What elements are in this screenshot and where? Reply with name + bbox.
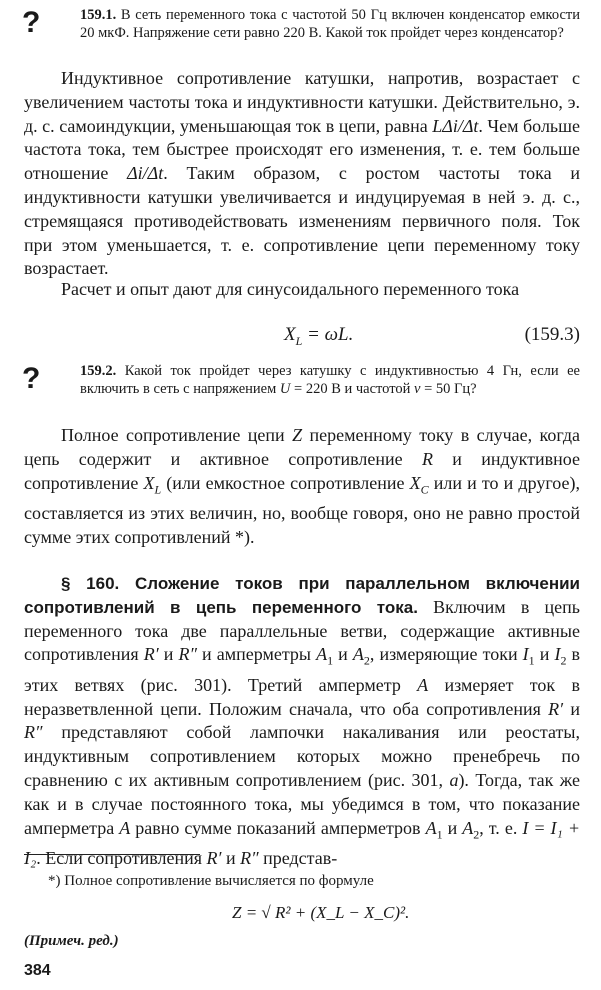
paragraph-text: и — [534, 644, 555, 665]
paragraph-calculation — [24, 278, 580, 302]
paragraph-text: . Таким образом, с ростом частоты тока и индуктивности катушки увеличивается и индуцируемая в ней э. д. с., стремящаяся противодействовать изменениям первичного поля. Ток при этом уменьшается, т. е. сопротивление цепи переменному току возрастает. — [24, 163, 580, 279]
symbol: A — [119, 817, 131, 838]
footnote-formula: Z = √ R² + (X_L − X_C)². — [232, 903, 410, 922]
figure-ref: а — [449, 769, 459, 790]
paragraph-text: в этих ветвях (рис. 301). Третий амперметр — [24, 644, 581, 695]
symbol-subscript: 2 — [560, 653, 567, 668]
symbol: A — [352, 644, 364, 665]
question-159-2 — [80, 362, 580, 398]
symbol: Z — [292, 425, 303, 445]
paragraph-text: равно сумме показаний амперметров — [130, 817, 426, 838]
paragraph-text: и — [221, 847, 241, 868]
paragraph-text: измеряет ток в неразветвленной цепи. Положим сначала, что оба сопротивления — [24, 674, 580, 719]
symbol: ν — [414, 381, 421, 397]
symbol: A — [462, 817, 474, 838]
section-heading: § 160. Сложение токов при параллельном включении сопротивлений в цепь переменного тока. — [24, 574, 580, 617]
symbol-subscript: 2 — [363, 653, 370, 668]
symbol: X — [409, 472, 421, 493]
question-mark-icon: ? — [22, 6, 41, 39]
page-number: 384 — [24, 962, 51, 979]
question-text: = 50 Гц? — [420, 381, 477, 397]
equation-formula — [284, 320, 353, 356]
paragraph-text: Включим в цепь переменного тока две параллельные ветви, содержащие активные сопротивления — [24, 596, 580, 665]
symbol: R′ — [143, 644, 159, 665]
symbol: R′ — [206, 847, 222, 868]
formula-inline: Δi/Δt — [127, 163, 164, 184]
question-text: Какой ток пройдет через катушку с индуктивностью 4 Гн, если ее включить в сеть с напряжением — [80, 363, 580, 397]
paragraph-text: представ- — [258, 847, 338, 868]
question-text: = 220 В и частотой — [290, 381, 415, 397]
question-number: 159.1. — [80, 7, 117, 23]
symbol: A — [417, 674, 429, 695]
symbol-subscript: 1 — [528, 653, 535, 668]
equation-lhs: X — [284, 324, 296, 345]
question-text: В сеть переменного тока с частотой 50 Гц включен конденсатор емкости 20 мкФ. Напряжение сети равно 220 В. Какой ток пройдет через конденсатор? — [80, 7, 580, 41]
paragraph-text: . Чем больше частота тока, тем быстрее происходят его изменения, т. е. тем больше отношение — [24, 115, 580, 184]
paragraph-text: представляют собой лампочки накаливания или реостаты, индуктивным сопротивлением которых можно пренебречь по сравнению с их активным сопротивлением (рис. 301, — [24, 722, 580, 790]
symbol: A — [425, 817, 437, 838]
equation-rhs: = ωL. — [302, 324, 354, 345]
symbol: R — [421, 448, 433, 469]
paragraph-text: переменному току в случае, когда цепь содержит и активное сопротивление — [24, 425, 580, 469]
symbol: I — [522, 644, 529, 665]
footnote-divider — [24, 854, 200, 855]
paragraph-text: , т. е. — [479, 817, 523, 838]
symbol: U — [279, 381, 291, 397]
paragraph-text: и — [442, 817, 463, 838]
editor-note: (Примеч. ред.) — [24, 933, 119, 949]
paragraph-text: , измеряющие токи — [369, 644, 523, 665]
symbol-subscript: C — [420, 482, 429, 497]
symbol-subscript: 1 — [327, 653, 334, 668]
paragraph-text: . Если сопротивления — [36, 847, 207, 868]
equation-number: (159.3) — [524, 324, 580, 345]
symbol: A — [316, 644, 328, 665]
symbol: R″ — [178, 644, 197, 665]
paragraph-inductive-resistance — [24, 67, 580, 281]
symbol: R′ — [548, 698, 564, 719]
paragraph-text: Полное сопротивление цепи — [61, 425, 293, 445]
symbol: X — [143, 472, 155, 493]
symbol-subscript: 1 — [436, 827, 443, 842]
paragraph-total-resistance — [24, 424, 580, 550]
formula-inline: I = I₁ + I₂ — [24, 817, 580, 868]
question-mark-icon: ? — [22, 362, 41, 395]
paragraph-text: Расчет и опыт дают для синусоидального переменного тока — [61, 279, 520, 299]
section-160 — [24, 572, 580, 871]
paragraph-text: (или емкостное сопротивление — [161, 472, 410, 493]
question-number: 159.2. — [80, 363, 117, 379]
paragraph-text: ). Тогда, так же как и в случае постоянного тока, мы убедимся в том, что показание амперметра — [24, 769, 581, 838]
paragraph-text: и — [563, 698, 580, 719]
equation-159-3 — [24, 320, 580, 350]
paragraph-text: или и то и другое), составляется из этих величин, но, вообще говоря, оно не равно простой сумме этих сопротивлений *). — [24, 472, 580, 547]
paragraph-text: и — [158, 644, 179, 665]
symbol-subscript: L — [154, 482, 162, 497]
formula-inline: LΔi/Δt — [432, 115, 479, 136]
symbol: R″ — [240, 847, 259, 868]
paragraph-text: Индуктивное сопротивление катушки, напротив, возрастает с увеличением частоты тока и индуктивности катушки. Действительно, э. д. с. самоиндукции, уменьшающая ток в цепи, равна — [24, 68, 580, 136]
paragraph-text: и — [333, 644, 353, 665]
question-159-1 — [80, 6, 580, 42]
symbol: I — [554, 644, 561, 665]
paragraph-text: и индуктивное сопротивление — [24, 448, 581, 493]
equation-subscript: L — [295, 333, 303, 348]
paragraph-text: и амперметры — [196, 644, 317, 665]
symbol-subscript: 2 — [473, 827, 480, 842]
symbol: R″ — [24, 722, 43, 743]
footnote-text: *) Полное сопротивление вычисляется по формуле — [48, 873, 374, 889]
